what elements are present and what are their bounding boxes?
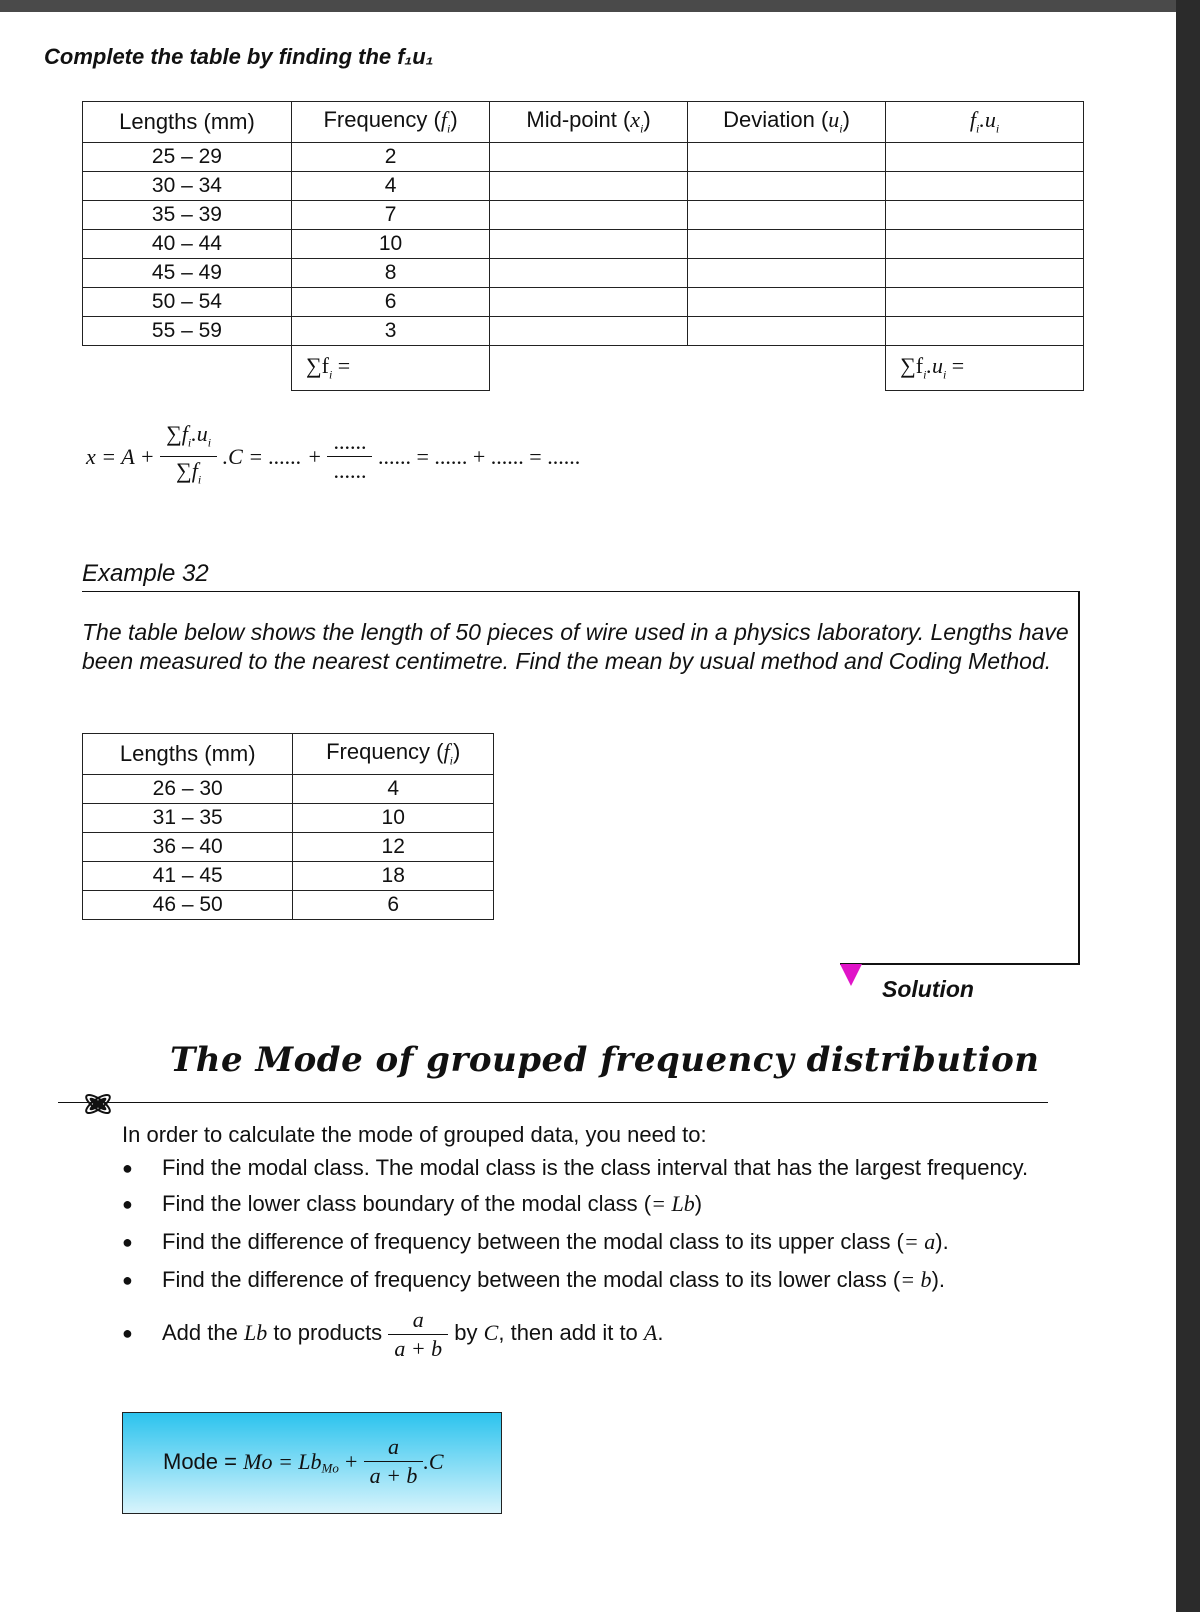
table-row [83, 891, 494, 920]
table-header-row [83, 102, 1084, 143]
list-item: ● Add the Lb to products $\frac{a}{a + b}$ by C, then add it to A. [122, 1304, 1042, 1363]
cell-deviation [687, 143, 885, 172]
cell-length: 36 – 40 [83, 833, 293, 862]
cell-frequency: 3 [291, 317, 489, 346]
cell-frequency: 4 [291, 172, 489, 201]
cell-fu [886, 143, 1084, 172]
cell-length: 25 – 29 [83, 143, 292, 172]
mode-formula: Mode = $Mo = Lb_{Mo}$ + $\frac{a}{a + b}$ .C [163, 1434, 444, 1488]
scrollbar-track[interactable] [1176, 0, 1200, 1612]
cell-length: 31 – 35 [83, 804, 293, 833]
col-midpoint: Mid-point $(x_i)$ [490, 102, 688, 143]
example-top-border [82, 591, 1080, 592]
cell-midpoint [490, 143, 688, 172]
exercise-heading: Complete the table by finding the f₁u₁ [44, 44, 434, 69]
cell-frequency: 7 [291, 201, 489, 230]
a-over-a-plus-b: $\frac{a}{a + b}$ [388, 1306, 448, 1363]
section-divider [58, 1102, 1048, 1103]
table-row [83, 804, 494, 833]
cell-deviation [687, 172, 885, 201]
cell-midpoint [490, 288, 688, 317]
cell-length: 46 – 50 [83, 891, 293, 920]
formula-blank-fraction: $\frac{......}{......}$ [327, 428, 372, 485]
solution-label[interactable]: Solution [882, 976, 974, 1002]
table-row [83, 143, 1084, 172]
cell-deviation [687, 230, 885, 259]
list-item: ● Find the modal class. The modal class is the class interval that has the largest frequency. [122, 1154, 1042, 1182]
cell-frequency: 18 [293, 862, 494, 891]
cell-length: 30 – 34 [83, 172, 292, 201]
cell-frequency: 10 [291, 230, 489, 259]
mode-steps-list [122, 1154, 1042, 1363]
col-lengths: Lengths (mm) [83, 102, 292, 143]
cell-fu [886, 317, 1084, 346]
mode-formula-box [122, 1412, 502, 1514]
table-row [83, 317, 1084, 346]
cell-length: 50 – 54 [83, 288, 292, 317]
cell-length: 35 – 39 [83, 201, 292, 230]
frequency-table [82, 101, 1084, 391]
cell-length: 45 – 49 [83, 259, 292, 288]
cell-fu [886, 201, 1084, 230]
formula-lhs: x = A + [86, 443, 155, 469]
list-item: ● Find the lower class boundary of the modal class (= Lb) [122, 1190, 1042, 1218]
cell-deviation [687, 317, 885, 346]
table-row [83, 833, 494, 862]
solution-triangle-icon[interactable] [840, 964, 862, 986]
empty-cell [490, 346, 688, 391]
cell-midpoint [490, 317, 688, 346]
cell-frequency: 2 [291, 143, 489, 172]
cell-deviation [687, 201, 885, 230]
col-fu: $f_i.u_i$ [886, 102, 1084, 143]
cell-fu [886, 259, 1084, 288]
cell-length: 26 – 30 [83, 775, 293, 804]
col-lengths: Lengths (mm) [83, 734, 293, 775]
cell-frequency: 6 [291, 288, 489, 317]
sum-fu-cell: $\sum f_i.u_i$ = [886, 346, 1084, 391]
cell-fu [886, 230, 1084, 259]
formula-after: .C = ...... + [222, 443, 322, 469]
col-deviation: Deviation $(u_i)$ [687, 102, 885, 143]
example-title: Example 32 [82, 560, 209, 587]
cell-frequency: 10 [293, 804, 494, 833]
section-title: The Mode of grouped frequency distribution [170, 1040, 1040, 1080]
table-row [83, 259, 1084, 288]
cell-length: 40 – 44 [83, 230, 292, 259]
cell-midpoint [490, 259, 688, 288]
window-top-bar [0, 0, 1200, 12]
cell-frequency: 6 [293, 891, 494, 920]
cell-midpoint [490, 172, 688, 201]
wire-length-table [82, 733, 494, 920]
mode-fraction: $\frac{a}{a + b}$ [364, 1433, 424, 1490]
cell-fu [886, 172, 1084, 201]
mean-formula [86, 420, 580, 494]
example-right-border [1078, 591, 1080, 964]
cell-midpoint [490, 201, 688, 230]
table-sum-row [83, 346, 1084, 391]
cell-frequency: 8 [291, 259, 489, 288]
formula-tail: ...... = ...... + ...... = ...... [377, 443, 581, 469]
cell-midpoint [490, 230, 688, 259]
table-row [83, 862, 494, 891]
cell-length: 41 – 45 [83, 862, 293, 891]
mode-intro: In order to calculate the mode of grouped data, you need to: [122, 1122, 707, 1147]
table-header-row [83, 734, 494, 775]
sum-frequency-cell: $\sum f_i$ = [291, 346, 489, 391]
cell-length: 55 – 59 [83, 317, 292, 346]
table-row [83, 775, 494, 804]
cell-frequency: 12 [293, 833, 494, 862]
table-row [83, 288, 1084, 317]
flower-ornament-icon [80, 1088, 116, 1120]
example-text: The table below shows the length of 50 pieces of wire used in a physics laboratory. Lengths have been measured to the nearest centimetre. Find the mean by usual method and Coding Method. [82, 619, 1069, 674]
col-frequency: Frequency $(f_i)$ [291, 102, 489, 143]
cell-frequency: 4 [293, 775, 494, 804]
table-row [83, 172, 1084, 201]
example-bottom-border [840, 963, 1080, 965]
list-item: ● Find the difference of frequency between the modal class to its upper class (= a). [122, 1228, 1042, 1256]
cell-deviation [687, 259, 885, 288]
empty-cell [687, 346, 885, 391]
cell-deviation [687, 288, 885, 317]
cell-fu [886, 288, 1084, 317]
col-frequency: Frequency $(f_i)$ [293, 734, 494, 775]
formula-fraction: $\frac{\sum f_i.u_i}{\sum f_i}$ [160, 420, 217, 494]
table-row [83, 230, 1084, 259]
table-row [83, 201, 1084, 230]
empty-cell [83, 346, 292, 391]
list-item: ● Find the difference of frequency between the modal class to its lower class (= b). [122, 1266, 1042, 1294]
